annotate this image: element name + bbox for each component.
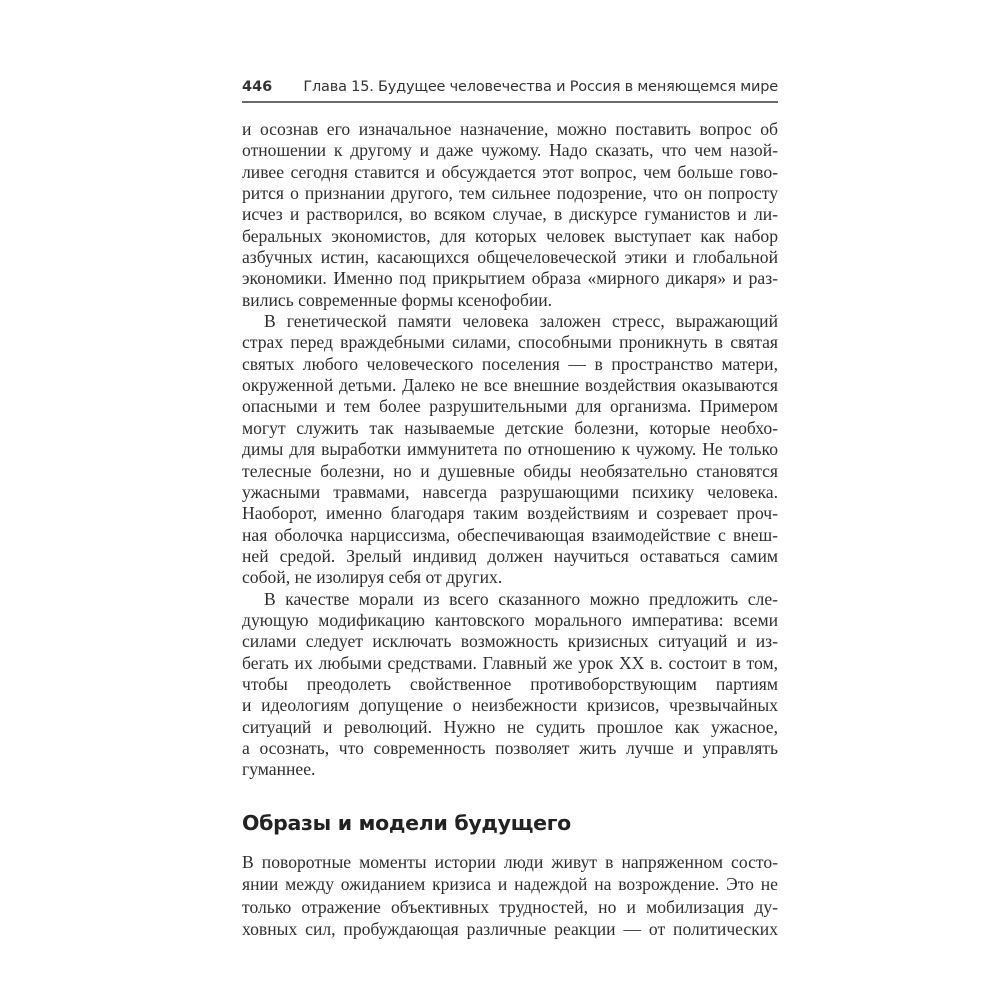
text-line: силами следует исключать возможность кризисных ситуаций и из- [242, 631, 778, 652]
text-line: янии между ожиданием кризиса и надеждой на возрождение. Это не [242, 874, 778, 895]
text-line: окруженной детьми. Далеко не все внешние воздействия оказываются [242, 375, 778, 396]
text-line: ней средой. Зрелый индивид должен научиться оставаться самим [242, 545, 778, 566]
running-header [242, 79, 778, 101]
text-line: ливее сегодня ставится и обсуждается этот вопрос, чем больше гово- [242, 161, 778, 182]
text-line: гуманнее. [242, 759, 316, 780]
running-title: Глава 15. Будущее человечества и Россия в меняющемся мире [303, 79, 778, 95]
text-line: телесные болезни, но и душевные обиды необязательно становятся [242, 460, 778, 481]
text-line: и идеологиям допущение о неизбежности кризисов, чрезвычайных [242, 695, 778, 716]
text-line: только отражение объективных трудностей, но и мобилизация ду- [242, 896, 778, 917]
text-line: ситуаций и революций. Нужно не судить прошлое как ужасное, [242, 716, 778, 737]
paragraph [242, 851, 778, 940]
text-line: В поворотные моменты истории люди живут в напряженном состо- [242, 852, 778, 872]
text-line: экономики. Именно под прикрытием образа «мирного дикаря» и раз- [242, 268, 778, 289]
text-line: исчез и растворился, во всяком случае, в дискурсе гуманистов и ли- [242, 204, 778, 225]
text-line: дующую модификацию кантовского морального императива: всеми [242, 609, 778, 630]
text-line: ужасными травмами, навсегда разрушающими психику человека. [242, 481, 778, 502]
text-line: Наоборот, именно благодаря таким воздействиям и созревает проч- [242, 503, 778, 524]
paragraph [242, 589, 778, 781]
text-line: ховных сил, пробуждающая различные реакции — от политических [242, 918, 778, 939]
text-line: В качестве морали из всего сказанного можно предложить сле- [264, 588, 778, 609]
text-line: отношении к другому и даже чужому. Надо сказать, что чем назой- [242, 140, 778, 161]
text-line: святых любого человеческого поселения — в пространство матери, [242, 353, 778, 374]
text-line: бегать их любыми средствами. Главный же урок XX в. состоит в том, [242, 652, 778, 673]
text-line: азбучных истин, касающихся общечеловеческой этики и глобальной [242, 247, 778, 268]
text-line: В генетической памяти человека заложен стресс, выражающий [264, 311, 778, 332]
main-text [242, 119, 778, 781]
page-number: 446 [242, 79, 273, 95]
section-heading: Образы и модели будущего [242, 811, 571, 835]
text-line: беральных экономистов, для которых человек выступает как набор [242, 225, 778, 246]
header-rule [242, 101, 778, 103]
text-line: рится о признании другого, тем сильнее подозрение, что он попросту [242, 183, 778, 204]
paragraph [242, 119, 778, 311]
text-line: чтобы преодолеть свойственное противоборствующим партиям [242, 673, 778, 694]
paragraph [242, 311, 778, 588]
text-line: а осознать, что современность позволяет жить лучше и управлять [242, 737, 778, 758]
text-line: собой, не изолируя себя от других. [242, 567, 503, 588]
text-line: ная оболочка нарциссизма, обеспечивающая взаимодействие с внеш- [242, 524, 778, 545]
text-line: и осознав его изначальное назначение, можно поставить вопрос об [242, 119, 778, 139]
text-line: могут служить так называемые детские болезни, которые необхо- [242, 417, 778, 438]
text-line: вились современные формы ксенофобии. [242, 289, 553, 310]
text-line: димы для выработки иммунитета по отношению к чужому. Не только [242, 439, 778, 460]
text-line: опасными и тем более разрушительными для организма. Примером [242, 396, 778, 417]
section-text [242, 851, 778, 940]
text-line: страх перед враждебными силами, способными проникнуть в святая [242, 332, 778, 353]
